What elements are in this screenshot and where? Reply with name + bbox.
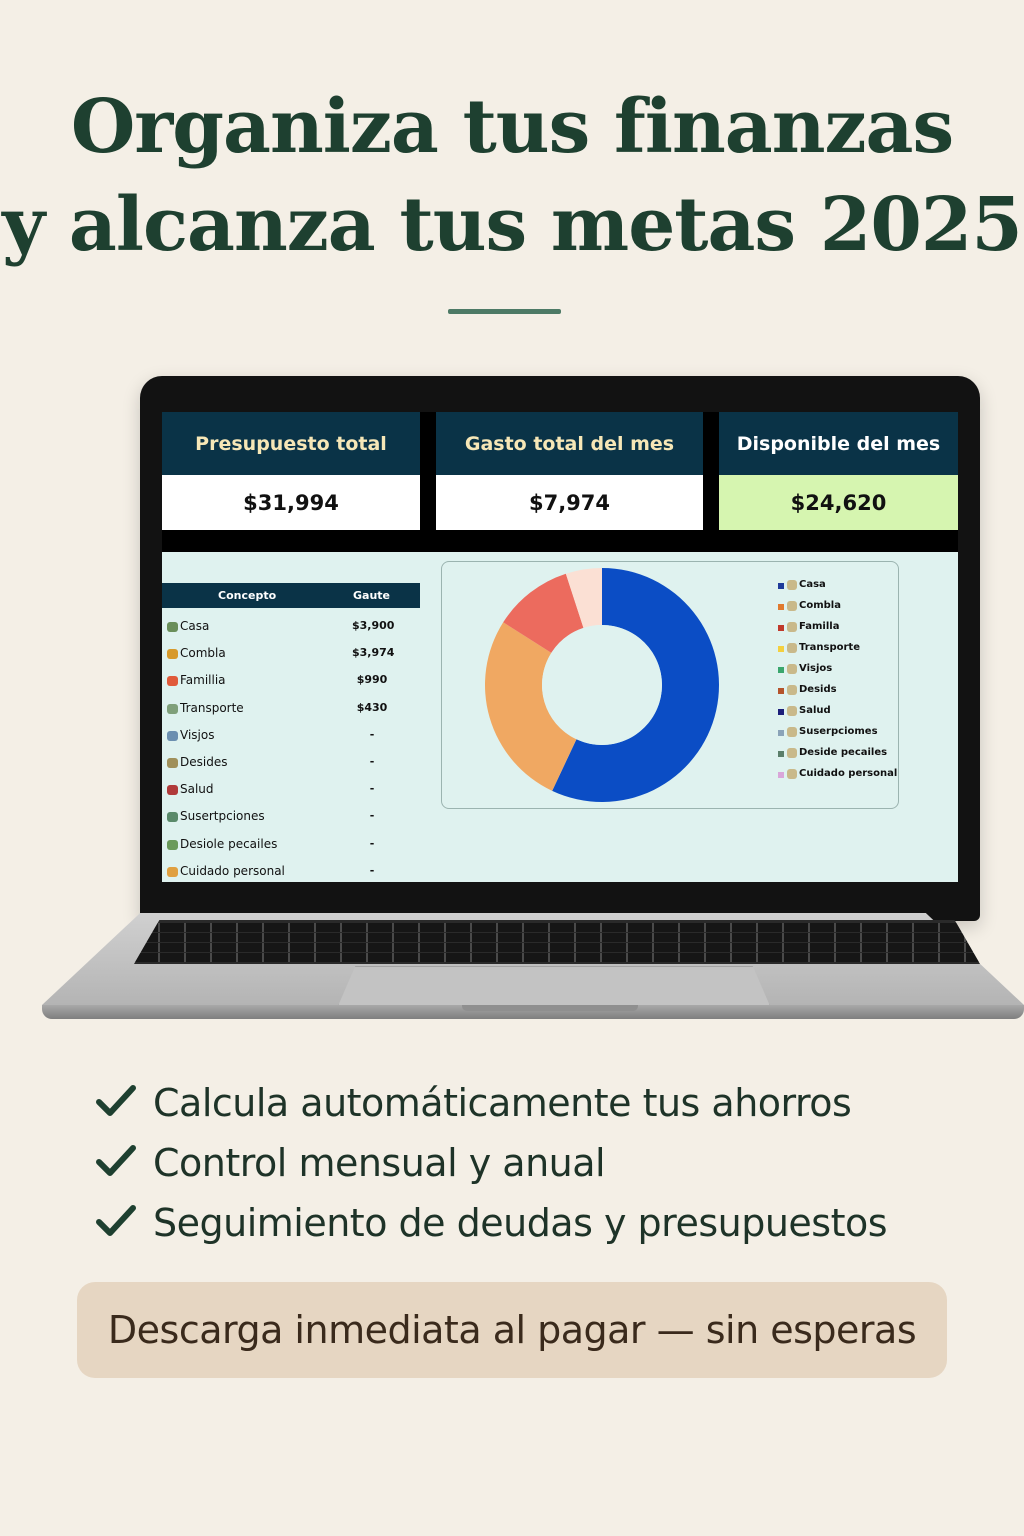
card-monthly-expense [436,412,703,530]
card-title: Disponible del mes [719,412,958,475]
health-icon [167,785,178,795]
headline [0,78,1024,274]
row-amount: $430 [356,700,388,714]
laptop-notch [462,1005,638,1011]
row-amount: - [369,755,375,768]
legend-swatch [778,646,784,652]
row-amount: $3,900 [352,619,395,632]
table-row [162,804,420,831]
legend-icon [787,727,797,737]
legend-label: Transporte [799,642,860,653]
legend-icon [787,580,797,590]
check-icon [96,1144,136,1180]
dashboard-panel [162,552,958,882]
legend-swatch [778,730,784,736]
check-icon [96,1204,136,1240]
row-label: Desides [180,755,228,769]
row-label: Visjos [180,727,215,742]
row-label: Salud [180,782,214,797]
car-icon [167,704,178,714]
subscription-icon [167,812,178,822]
check-icon [96,1084,136,1120]
headline-line-2: y alcanza tus metas 2025 [2,182,1022,268]
travel-icon [167,731,178,741]
legend-icon [787,769,797,779]
laptop-screen [162,412,958,882]
row-amount: - [369,863,375,877]
donut-hole [542,625,662,745]
legend-icon [787,706,797,716]
legend-label: Desids [799,684,837,695]
divider [448,309,561,314]
legend-swatch [778,604,784,610]
row-amount: - [369,809,375,823]
card-total-budget [162,412,420,530]
card-value: $24,620 [719,475,958,530]
column-header-amount: Gaute [353,589,391,602]
food-icon [167,649,178,659]
keyboard [134,920,980,964]
feature-list [96,1076,956,1256]
legend-label: Cuidado personal [799,768,898,779]
row-amount: - [369,836,375,850]
table-row [162,832,420,859]
legend-label: Deside pecailes [799,747,888,758]
row-label: Susertpciones [180,809,265,824]
card-value: $7,974 [436,475,703,530]
row-label: Desiole pecailes [180,836,278,851]
feature-item [96,1136,956,1196]
row-label: Famillia [180,673,226,688]
legend-label: Familla [799,621,840,632]
legend-swatch [778,625,784,631]
feature-text: Control mensual y anual [153,1141,606,1185]
feature-text: Seguimiento de deudas y presupuestos [153,1201,888,1245]
chart-container [441,561,899,809]
row-amount: - [369,727,375,741]
legend-label: Visjos [799,663,833,674]
wish-icon [167,840,178,850]
feature-item [96,1196,956,1256]
feature-text: Calcula automáticamente tus ahorros [153,1081,852,1125]
legend-label: Suserpciomes [799,726,878,737]
row-label: Casa [180,619,210,633]
legend-swatch [778,709,784,715]
donut-chart [482,565,722,805]
card-available [719,412,958,530]
trackpad [338,966,770,1006]
legend-icon [787,748,797,758]
table-header [162,583,420,608]
table-row [162,696,420,723]
family-icon [167,676,178,686]
legend-icon [787,664,797,674]
legend-swatch [778,583,784,589]
table-row [162,668,420,695]
legend-icon [787,622,797,632]
table-row [162,614,420,641]
row-amount: - [369,782,375,796]
legend-icon [787,643,797,653]
column-header-concept: Concepto [218,589,277,602]
row-label: Combla [180,646,226,661]
legend-swatch [778,772,784,778]
laptop-base [42,913,1024,1025]
legend-label: Salud [799,705,831,716]
table-row [162,750,420,777]
card-title: Gasto total del mes [436,412,703,475]
legend-label: Combla [799,600,841,611]
personal-care-icon [167,867,178,877]
table-row [162,859,420,886]
table-row [162,723,420,750]
headline-line-1: Organiza tus finanzas [70,84,954,170]
cta-banner[interactable]: Descarga inmediata al pagar — sin esperas [77,1282,947,1378]
feature-item [96,1076,956,1136]
legend-swatch [778,688,784,694]
card-value: $31,994 [162,475,420,530]
legend-swatch [778,667,784,673]
table-row [162,641,420,668]
house-icon [167,622,178,632]
row-label: Cuidado personal [180,863,285,878]
debt-icon [167,758,178,768]
legend-label: Casa [799,579,826,590]
table-row [162,777,420,804]
row-amount: $3,974 [352,646,395,660]
legend-swatch [778,751,784,757]
card-title: Presupuesto total [162,412,420,475]
row-label: Transporte [180,700,244,715]
legend-icon [787,601,797,611]
legend-icon [787,685,797,695]
row-amount: $990 [356,673,388,687]
